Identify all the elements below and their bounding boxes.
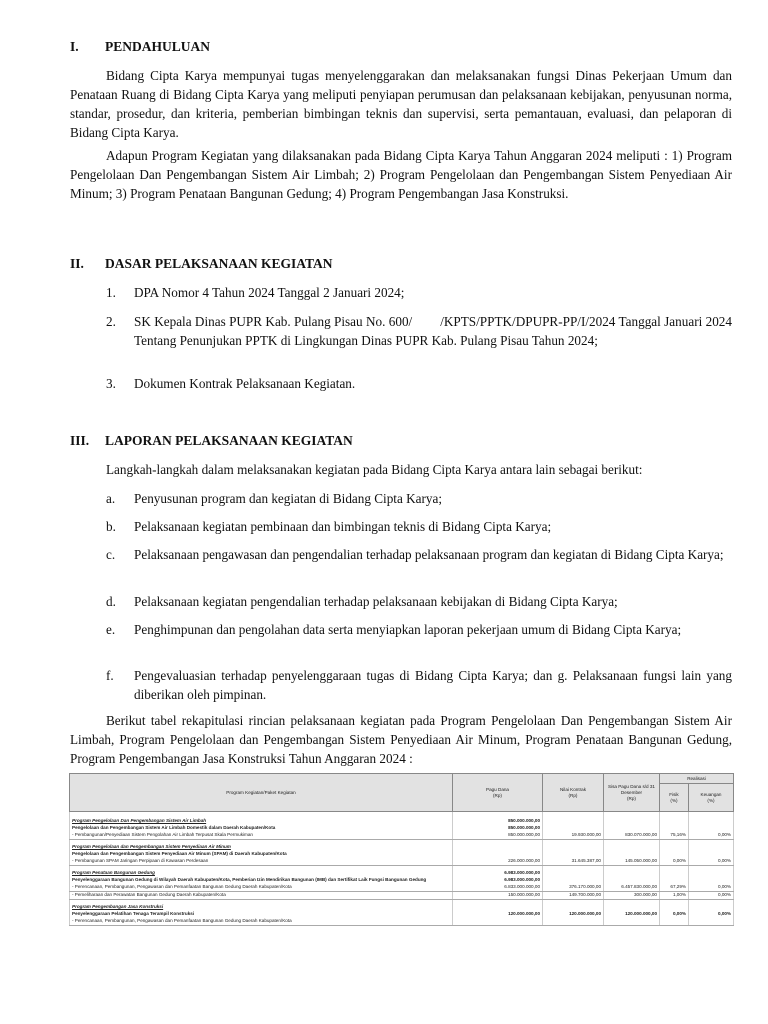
header-sisa-unit: (Rp) — [627, 795, 636, 801]
cell-sisa — [604, 818, 660, 825]
cell-pagu: 850.000.000,00 — [453, 832, 543, 840]
cell-sisa: 830.070.000,00 — [604, 832, 660, 840]
cell-keuangan: 0,00% — [689, 911, 734, 918]
cell-sisa: 145.050.000,00 — [604, 858, 660, 866]
cell-fisik — [660, 870, 689, 877]
cell-fisik — [660, 904, 689, 911]
cell-pagu — [453, 851, 543, 858]
cell-sisa — [604, 851, 660, 858]
list-text: DPA Nomor 4 Tahun 2024 Tanggal 2 Januari 2024; — [134, 285, 405, 300]
cell-fisik: 0,00% — [660, 858, 689, 866]
header-fisik-label: Fisik — [669, 791, 679, 797]
section-number: III. — [70, 433, 90, 448]
table-row — [70, 825, 734, 832]
list-marker: f. — [106, 668, 114, 683]
cell-keuangan — [689, 904, 734, 911]
list-marker: c. — [106, 547, 116, 562]
list-text: Pengevaluasian terhadap penyelenggaraan tugas di Bidang Cipta Karya; dan g. Pelaksanaan fungsi lain yang diberikan oleh pimpinan. — [134, 668, 732, 702]
list-text: Pelaksanaan pengawasan dan pengendalian terhadap pelaksanaan program dan kegiatan di Bidang Cipta Karya; — [134, 547, 724, 562]
section-title: PENDAHULUAN — [105, 39, 211, 54]
list-marker: a. — [106, 491, 116, 506]
dasar-item-1 — [106, 283, 732, 302]
cell-sisa — [604, 877, 660, 884]
cell-kontrak — [543, 851, 604, 858]
header-keuangan-unit: (%) — [707, 797, 715, 803]
list-text: Pelaksanaan kegiatan pengendalian terhadap pelaksanaan kebijakan di Bidang Cipta Karya; — [134, 594, 618, 609]
cell-fisik — [660, 851, 689, 858]
cell-fisik: 1,00% — [660, 891, 689, 899]
cell-kontrak: 19.930.000,00 — [543, 832, 604, 840]
cell-pagu: 150.000.000,00 — [453, 891, 543, 899]
cell-program: Penyelenggaraan Pelatihan Tenaga Terampil Konstruksi — [70, 911, 453, 918]
cell-fisik — [660, 825, 689, 832]
cell-program: Pengelolaan dan Pengembangan Sistem Penyediaan Air Minum (SPAM) di Daerah Kabupaten/Kota — [70, 851, 453, 858]
header-pagu-label: Pagu Dana — [486, 786, 509, 792]
cell-sisa: 6.457.830.000,00 — [604, 884, 660, 892]
cell-fisik: 67,29% — [660, 884, 689, 892]
dasar-item-2 — [106, 312, 732, 350]
cell-program: Program Pengembangan Jasa Konstruksi — [70, 904, 453, 911]
cell-kontrak — [543, 870, 604, 877]
cell-keuangan — [689, 870, 734, 877]
paragraph-rekapitulasi: Berikut tabel rekapitulasi rincian pelaksanaan kegiatan pada Program Pengelolaan Dan Pengembangan Sistem Air Limbah, Program Pengelolaan dan Pengembangan Sistem Penyediaan Air Minum, Program Penataan Bangunan Gedung, Program Pengembangan Jasa Konstruksi Tahun Anggaran 2024 : — [70, 713, 732, 766]
header-realisasi: Realisasi — [660, 774, 734, 784]
paragraph-langkah: Langkah-langkah dalam melaksanakan kegiatan pada Bidang Cipta Karya antara lain sebagai berikut: — [106, 462, 643, 477]
header-pagu — [453, 774, 543, 812]
cell-pagu: 6.983.000.000,00 — [453, 870, 543, 877]
cell-fisik — [660, 818, 689, 825]
langkah-item-f — [106, 666, 732, 704]
cell-fisik: 75,16% — [660, 832, 689, 840]
cell-pagu: 120.000.000,00 — [453, 911, 543, 918]
dasar-item-3 — [106, 374, 732, 393]
cell-program: - Perencanaan, Pembangunan, Pengawasan dan Pemanfaatan Bangunan Gedung Daerah Kabupaten/Kota — [70, 884, 453, 892]
cell-kontrak — [543, 918, 604, 926]
header-pagu-unit: (Rp) — [493, 792, 502, 798]
list-text: Penyusunan program dan kegiatan di Bidang Cipta Karya; — [134, 491, 443, 506]
list-marker: b. — [106, 519, 116, 534]
cell-keuangan: 0,00% — [689, 832, 734, 840]
cell-program: Pengelolaan dan Pengembangan Sistem Air Limbah Domestik dalam Daerah Kabupaten/Kota — [70, 825, 453, 832]
header-kontrak-label: Nilai Kontrak — [559, 786, 587, 792]
cell-keuangan — [689, 877, 734, 884]
cell-fisik — [660, 918, 689, 926]
table-row — [70, 832, 734, 840]
header-fisik — [660, 784, 689, 812]
table-row — [70, 911, 734, 918]
cell-program: Program Pengelolaan dan Pengembangan Sistem Penyediaan Air Minum — [70, 844, 453, 851]
table-row — [70, 884, 734, 892]
section-number: I. — [70, 39, 79, 54]
header-kontrak — [543, 774, 604, 812]
section-heading-dasar — [70, 254, 333, 273]
cell-kontrak: 31.645.387,00 — [543, 858, 604, 866]
cell-keuangan — [689, 825, 734, 832]
cell-kontrak: 376.170.000,00 — [543, 884, 604, 892]
cell-sisa — [604, 870, 660, 877]
cell-keuangan — [689, 818, 734, 825]
table-row — [70, 904, 734, 911]
list-marker: d. — [106, 594, 116, 609]
cell-kontrak — [543, 877, 604, 884]
langkah-item-a — [106, 489, 732, 508]
list-text — [134, 312, 732, 350]
langkah-item-b — [106, 517, 732, 536]
header-kontrak-unit: (Rp) — [568, 792, 578, 798]
cell-pagu: 850.000.000,00 — [453, 818, 543, 825]
list-marker: e. — [106, 622, 116, 637]
cell-program: - Pemeliharaan dan Perawatan Bangunan Gedung Daerah Kabupaten/Kota — [70, 891, 453, 899]
cell-sisa — [604, 825, 660, 832]
header-program: Program Kegiatan/Paket Kegiatan — [70, 774, 453, 812]
table-row — [70, 858, 734, 866]
section-title: LAPORAN PELAKSANAAN KEGIATAN — [105, 433, 353, 448]
cell-pagu: 850.000.000,00 — [453, 825, 543, 832]
cell-kontrak: 120.000.000,00 — [543, 911, 604, 918]
cell-pagu — [453, 904, 543, 911]
cell-keuangan: 0,00% — [689, 884, 734, 892]
list-marker: 1. — [106, 285, 116, 300]
cell-sisa — [604, 918, 660, 926]
header-fisik-unit: (%) — [670, 797, 678, 803]
paragraph-intro-program: Adapun Program Kegiatan yang dilaksanakan pada Bidang Cipta Karya Tahun Anggaran 2024 meliputi : 1) Program Pengelolaan Dan Pengembangan Sistem Air Limbah; 2) Program Pengelolaan dan Pengembangan Sistem Penyediaan Air Minum; 3) Program Penataan Bangunan Gedung; 4) Program Pengembangan Jasa Konstruksi. — [70, 148, 732, 201]
section-heading-pendahuluan — [70, 37, 210, 56]
list-text: Pelaksanaan kegiatan pembinaan dan bimbingan teknis di Bidang Cipta Karya; — [134, 519, 552, 534]
langkah-item-c — [106, 545, 732, 564]
cell-kontrak — [543, 904, 604, 911]
cell-kontrak: 149.700.000,00 — [543, 891, 604, 899]
cell-keuangan: 0,00% — [689, 858, 734, 866]
cell-pagu: 226.000.000,00 — [453, 858, 543, 866]
section-heading-laporan — [70, 431, 353, 450]
section-number: II. — [70, 256, 84, 271]
paragraph-intro-tugas: Bidang Cipta Karya mempunyai tugas menyelenggarakan dan melaksanakan fungsi Dinas Pekerjaan Umum dan Penataan Ruang di Bidang Cipta Karya yang meliputi penyiapan perumusan dan pelaksanaan kebijakan, penyusunan norma, standar, prosedur, dan kriteria, pemberian bimbingan teknis dan supervisi, serta pemantauan, evaluasi, dan pelaporan di Bidang Cipta Karya. — [70, 68, 732, 140]
cell-keuangan — [689, 918, 734, 926]
cell-sisa — [604, 844, 660, 851]
cell-fisik — [660, 877, 689, 884]
cell-program: - Pembangunan SPAM Jaringan Perpipaan di Kawasan Perdesaan — [70, 858, 453, 866]
cell-pagu — [453, 844, 543, 851]
cell-program: Program Pengelolaan Dan Pengembangan Sistem Air Limbah — [70, 818, 453, 825]
table-row — [70, 851, 734, 858]
cell-sisa: 300.000,00 — [604, 891, 660, 899]
cell-program: Program Penataan Bangunan Gedung — [70, 870, 453, 877]
sk-text-part-2: /KPTS/PPTK/DPUPR-PP/I/2024 Tanggal Januari 2024 Tentang Penunjukan PPTK di Lingkungan Dinas PUPR Kab. Pulang Pisau Tahun 2024; — [134, 314, 732, 348]
header-sisa-label: Sisa Pagu Dana s/d 31 Desember — [608, 783, 655, 795]
list-marker: 3. — [106, 376, 116, 391]
cell-program: - Perencanaan, Pembangunan, Pengawasan dan Pemanfaatan Bangunan Gedung Daerah Kabupaten/Kota — [70, 918, 453, 926]
table-body — [70, 818, 734, 926]
table-row — [70, 818, 734, 825]
section-title: DASAR PELAKSANAAN KEGIATAN — [105, 256, 333, 271]
sk-text-part-1: SK Kepala Dinas PUPR Kab. Pulang Pisau No. 600/ — [134, 314, 413, 329]
table-row — [70, 918, 734, 926]
cell-fisik — [660, 844, 689, 851]
cell-keuangan — [689, 844, 734, 851]
list-text: Penghimpunan dan pengolahan data serta menyiapkan laporan pekerjaan umum di Bidang Cipta Karya; — [134, 622, 682, 637]
table-row — [70, 844, 734, 851]
cell-kontrak — [543, 844, 604, 851]
cell-kontrak — [543, 818, 604, 825]
table-row — [70, 877, 734, 884]
cell-program: - Pembangunan/Penyediaan Sistem Pengolahan Air Limbah Terpusat Skala Permukiman — [70, 832, 453, 840]
table-header — [70, 774, 734, 818]
list-marker: 2. — [106, 314, 116, 329]
cell-keuangan — [689, 851, 734, 858]
header-sisa — [604, 774, 660, 812]
list-text: Dokumen Kontrak Pelaksanaan Kegiatan. — [134, 376, 356, 391]
table-row — [70, 891, 734, 899]
header-keuangan-label: Keuangan — [700, 791, 722, 797]
table-row — [70, 870, 734, 877]
cell-kontrak — [543, 825, 604, 832]
cell-sisa — [604, 904, 660, 911]
cell-sisa: 120.000.000,00 — [604, 911, 660, 918]
rekapitulasi-table — [69, 773, 734, 926]
langkah-item-e — [106, 620, 732, 639]
cell-program: Penyelenggaraan Bangunan Gedung di Wilayah Daerah Kabupaten/Kota, Pemberian Izin Mendirikan Bangunan (IMB) dan Sertifikat Laik Fungsi Bangunan Gedung — [70, 877, 453, 884]
cell-pagu: 6.833.000.000,00 — [453, 884, 543, 892]
langkah-item-d — [106, 592, 732, 611]
cell-fisik: 0,00% — [660, 911, 689, 918]
cell-pagu: 6.983.000.000,00 — [453, 877, 543, 884]
cell-keuangan: 0,00% — [689, 891, 734, 899]
rekapitulasi-table-wrapper — [69, 773, 733, 926]
header-keuangan — [689, 784, 734, 812]
cell-pagu — [453, 918, 543, 926]
